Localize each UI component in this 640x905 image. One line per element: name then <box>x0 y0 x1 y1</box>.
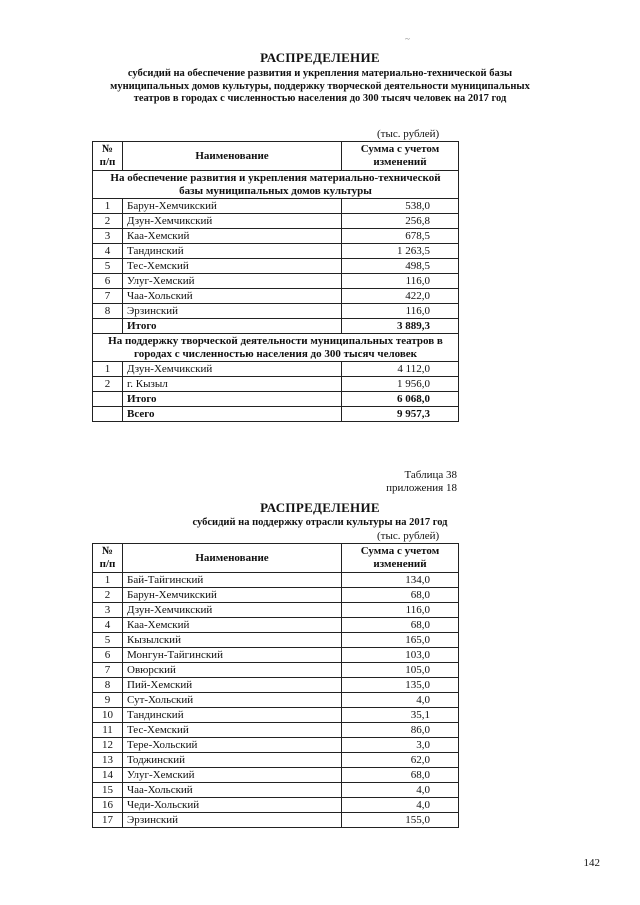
row-value: 116,0 <box>342 603 459 618</box>
total-row <box>93 319 459 334</box>
row-value: 62,0 <box>342 753 459 768</box>
doc2-table <box>92 543 459 828</box>
row-name: Чеди-Хольский <box>123 798 342 813</box>
row-value: 4,0 <box>342 783 459 798</box>
table-row <box>93 588 459 603</box>
row-value: 538,0 <box>342 199 459 214</box>
row-number: 13 <box>93 753 123 768</box>
row-name: Барун-Хемчикский <box>123 588 342 603</box>
doc1-title: РАСПРЕДЕЛЕНИЕ <box>260 50 380 65</box>
row-value: 134,0 <box>342 573 459 588</box>
row-number: 14 <box>93 768 123 783</box>
row-value: 35,1 <box>342 708 459 723</box>
row-value: 103,0 <box>342 648 459 663</box>
row-name: Чаа-Хольский <box>123 783 342 798</box>
row-number: 15 <box>93 783 123 798</box>
header-sum: Сумма с учетом изменений <box>342 142 459 171</box>
table-row <box>93 244 459 259</box>
table-row <box>93 813 459 828</box>
table-number: Таблица 38 <box>404 469 457 481</box>
row-name: Тандинский <box>123 244 342 259</box>
table-row <box>93 783 459 798</box>
total-label: Итого <box>123 319 342 334</box>
row-name: Улуг-Хемский <box>123 768 342 783</box>
table-row <box>93 214 459 229</box>
table-row <box>93 573 459 588</box>
row-value: 4 112,0 <box>342 362 459 377</box>
row-name: Бай-Тайгинский <box>123 573 342 588</box>
appendix-number: приложения 18 <box>386 482 457 494</box>
header-sum: Сумма с учетом изменений <box>342 544 459 573</box>
table-row <box>93 199 459 214</box>
row-value: 3,0 <box>342 738 459 753</box>
table-row <box>93 362 459 377</box>
row-value: 1 956,0 <box>342 377 459 392</box>
row-value: 105,0 <box>342 663 459 678</box>
table-row <box>93 798 459 813</box>
row-number: 10 <box>93 708 123 723</box>
row-name: Эрзинский <box>123 304 342 319</box>
doc2-units: (тыс. рублей) <box>377 530 440 542</box>
row-value: 68,0 <box>342 618 459 633</box>
row-name: Барун-Хемчикский <box>123 199 342 214</box>
row-value: 116,0 <box>342 304 459 319</box>
row-name: Улуг-Хемский <box>123 274 342 289</box>
row-value: 256,8 <box>342 214 459 229</box>
scan-mark: ~ <box>405 34 410 44</box>
row-number: 3 <box>93 603 123 618</box>
table-row <box>93 708 459 723</box>
row-number: 4 <box>93 618 123 633</box>
table-row <box>93 693 459 708</box>
row-value: 86,0 <box>342 723 459 738</box>
row-name: Каа-Хемский <box>123 229 342 244</box>
row-value: 165,0 <box>342 633 459 648</box>
section-heading-culture-houses: На обеспечение развития и укрепления материально-технической базы муниципальных домов культуры <box>93 171 459 199</box>
row-number: 16 <box>93 798 123 813</box>
table-row <box>93 738 459 753</box>
table-row <box>93 289 459 304</box>
table-row <box>93 304 459 319</box>
header-name: Наименование <box>123 544 342 573</box>
table-row <box>93 259 459 274</box>
row-name: Дзун-Хемчикский <box>123 603 342 618</box>
total-num-cell <box>93 392 123 407</box>
header-name: Наименование <box>123 142 342 171</box>
row-name: Тандинский <box>123 708 342 723</box>
total-row <box>93 392 459 407</box>
doc1-table <box>92 141 459 422</box>
row-number: 3 <box>93 229 123 244</box>
row-name: Каа-Хемский <box>123 618 342 633</box>
row-value: 4,0 <box>342 798 459 813</box>
table-row <box>93 663 459 678</box>
row-name: г. Кызыл <box>123 377 342 392</box>
row-number: 7 <box>93 663 123 678</box>
table-row <box>93 633 459 648</box>
table-row <box>93 723 459 738</box>
total-value: 6 068,0 <box>342 392 459 407</box>
row-name: Дзун-Хемчикский <box>123 362 342 377</box>
row-number: 11 <box>93 723 123 738</box>
section-row <box>93 334 459 362</box>
doc2-title: РАСПРЕДЕЛЕНИЕ <box>260 500 380 515</box>
table-row <box>93 377 459 392</box>
header-num: № п/п <box>93 544 123 573</box>
table-row <box>93 753 459 768</box>
row-name: Чаа-Хольский <box>123 289 342 304</box>
row-number: 7 <box>93 289 123 304</box>
doc1-subtitle: субсидий на обеспечение развития и укрепления материально-технической базы муниципальных домов культуры, поддержку творческой деятельности муниципальных театров в городах с численностью населения до 300 тысяч человек на 2017 год <box>110 68 530 104</box>
doc2-subtitle: субсидий на поддержку отрасли культуры на 2017 год <box>192 517 448 528</box>
section-row <box>93 171 459 199</box>
table-row <box>93 648 459 663</box>
row-number: 5 <box>93 259 123 274</box>
row-value: 4,0 <box>342 693 459 708</box>
row-number: 6 <box>93 648 123 663</box>
row-number: 8 <box>93 304 123 319</box>
table-row <box>93 768 459 783</box>
row-name: Кызылский <box>123 633 342 648</box>
row-name: Дзун-Хемчикский <box>123 214 342 229</box>
row-number: 17 <box>93 813 123 828</box>
row-value: 68,0 <box>342 588 459 603</box>
row-value: 135,0 <box>342 678 459 693</box>
row-number: 1 <box>93 573 123 588</box>
row-number: 2 <box>93 377 123 392</box>
row-value: 678,5 <box>342 229 459 244</box>
doc2-table-note <box>386 469 457 495</box>
row-number: 1 <box>93 362 123 377</box>
row-value: 422,0 <box>342 289 459 304</box>
doc1-units: (тыс. рублей) <box>377 128 440 140</box>
row-value: 68,0 <box>342 768 459 783</box>
total-value: 3 889,3 <box>342 319 459 334</box>
row-value: 498,5 <box>342 259 459 274</box>
total-label: Всего <box>123 407 342 422</box>
row-number: 12 <box>93 738 123 753</box>
row-name: Тес-Хемский <box>123 259 342 274</box>
total-value: 9 957,3 <box>342 407 459 422</box>
header-num: № п/п <box>93 142 123 171</box>
row-number: 1 <box>93 199 123 214</box>
row-number: 6 <box>93 274 123 289</box>
total-row <box>93 407 459 422</box>
row-name: Пий-Хемский <box>123 678 342 693</box>
row-number: 9 <box>93 693 123 708</box>
row-value: 1 263,5 <box>342 244 459 259</box>
row-name: Тере-Хольский <box>123 738 342 753</box>
row-value: 155,0 <box>342 813 459 828</box>
row-number: 8 <box>93 678 123 693</box>
row-name: Эрзинский <box>123 813 342 828</box>
row-value: 116,0 <box>342 274 459 289</box>
row-name: Тес-Хемский <box>123 723 342 738</box>
table-row <box>93 678 459 693</box>
table-row <box>93 274 459 289</box>
row-name: Сут-Хольский <box>123 693 342 708</box>
row-name: Тоджинский <box>123 753 342 768</box>
table-row <box>93 229 459 244</box>
table-row <box>93 603 459 618</box>
row-number: 5 <box>93 633 123 648</box>
row-number: 2 <box>93 588 123 603</box>
section-heading-theatres: На поддержку творческой деятельности муниципальных театров в городах с численностью населения до 300 тысяч человек <box>93 334 459 362</box>
row-name: Монгун-Тайгинский <box>123 648 342 663</box>
row-number: 2 <box>93 214 123 229</box>
total-num-cell <box>93 319 123 334</box>
total-num-cell <box>93 407 123 422</box>
table-row <box>93 618 459 633</box>
page-number: 142 <box>583 857 600 869</box>
row-name: Овюрский <box>123 663 342 678</box>
row-number: 4 <box>93 244 123 259</box>
total-label: Итого <box>123 392 342 407</box>
